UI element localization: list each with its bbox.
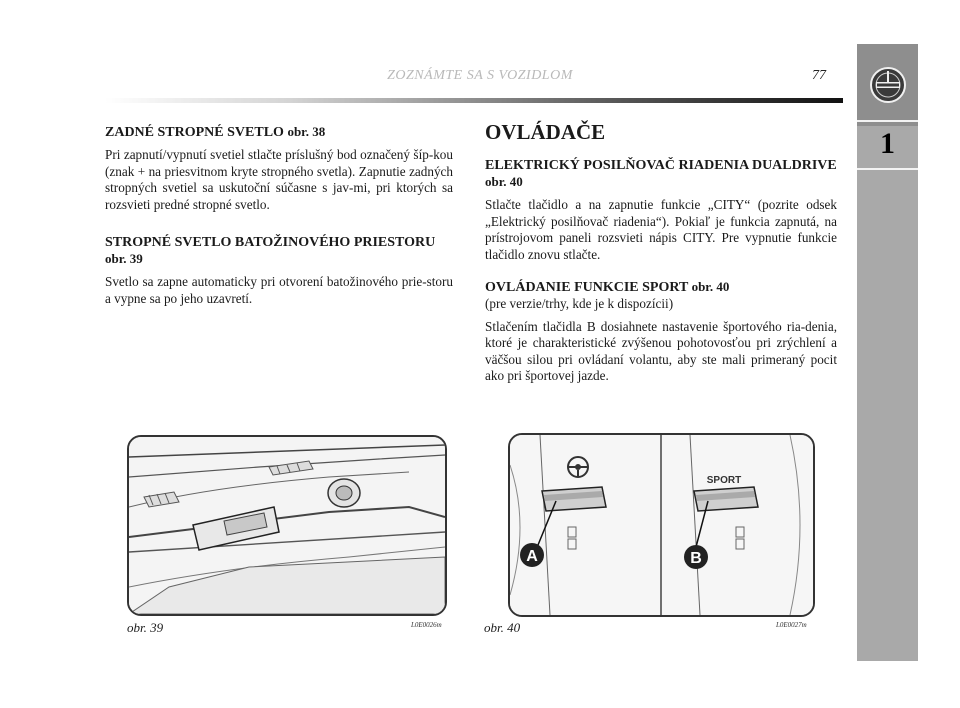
sport-label: SPORT — [706, 475, 742, 486]
section-text: Stlačením tlačidla B dosiahnete nastavenie športového ria-denia, ktoré je charakteristické zvýšenou pohotovosťou pri zrýchlení a väčšou silou pri ovládaní volantu, aby ste mali primeraný pocit ako pri športovej jazde. — [485, 318, 837, 383]
section-heading: STROPNÉ SVETLO BATOŽINOVÉHO PRIESTORU obr. 39 — [105, 235, 436, 266]
header-divider — [105, 98, 843, 103]
lancia-logo-icon — [868, 65, 908, 105]
right-column — [485, 120, 837, 401]
left-column — [105, 124, 453, 323]
tab-separator — [857, 168, 918, 170]
section-text: Svetlo sa zapne automaticky pri otvorení batožinového prie-storu a vypne sa po jeho uzavretí. — [105, 274, 453, 306]
callout-b: B — [690, 550, 702, 567]
figure-40-illustration — [508, 433, 815, 617]
section-heading: ZADNÉ STROPNÉ SVETLO obr. 38 — [105, 124, 326, 140]
dashboard-buttons-drawing — [510, 435, 813, 615]
running-header-title: ZOZNÁMTE SA S VOZIDLOM — [387, 68, 573, 83]
figure-40-code: L0E0027m — [776, 621, 807, 629]
section-text: Stlačte tlačidlo a na zapnutie funkcie „CITY“ (pozrite odsek „Elektrický posilňovač riadenia“). Pokiaľ je funkcia zapnutá, na prístrojovom paneli rozsvieti nápis CITY. Pre vypnutie funkcie tlačidlo znovu stlačte. — [485, 197, 837, 262]
chapter-number: 1 — [880, 127, 895, 160]
callout-a: A — [526, 548, 538, 565]
section-subtitle: (pre verzie/trhy, kde je k dispozícii) — [485, 296, 674, 311]
section-heading: OVLÁDANIE FUNKCIE SPORT obr. 40 — [485, 279, 730, 295]
figure-39-code: L0E0026m — [411, 621, 442, 629]
figure-40-caption: obr. 40 — [484, 620, 521, 635]
section-text: Pri zapnutí/vypnutí svetiel stlačte príslušný bod označený šíp-kou (znak + na priesvitnom kryte stropného svetla). Zapnutie zadných stropných svetiel sa uskutoční súčasne s jav-mi, pri ktorých sa rozsvieti predné stropné svetlo. — [105, 147, 453, 212]
page-number: 77 — [812, 68, 826, 83]
trunk-light-drawing — [129, 437, 445, 614]
page-section-title: OVLÁDAČE — [485, 120, 606, 144]
figure-39-caption: obr. 39 — [127, 620, 164, 635]
section-heading: ELEKTRICKÝ POSILŇOVAČ RIADENIA DUALDRIVE obr. 40 — [485, 158, 837, 189]
logo-box — [857, 44, 918, 126]
figure-39-illustration — [127, 435, 447, 616]
